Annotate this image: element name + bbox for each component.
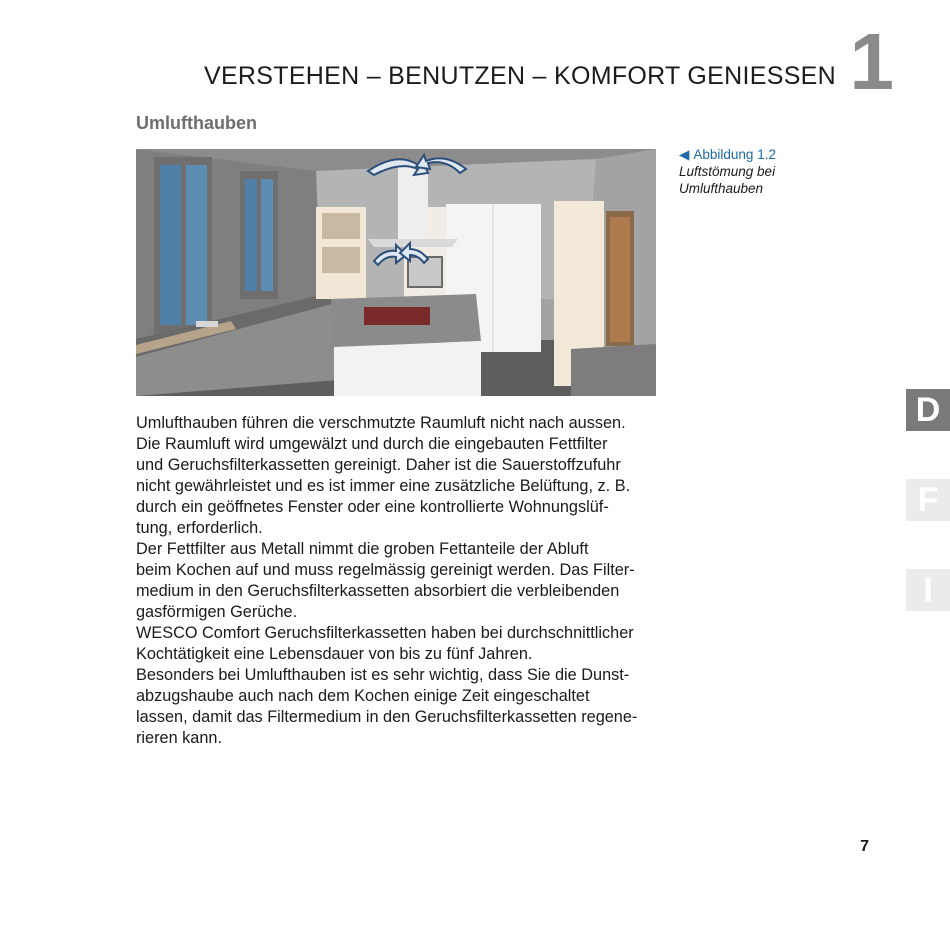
text-line: Kochtätigkeit eine Lebensdauer von bis zu fünf Jahren. [136, 645, 533, 663]
paragraph [136, 413, 656, 539]
text-line: lassen, damit das Filtermedium in den Geruchsfilterkassetten regene- [136, 708, 638, 726]
paragraph [136, 623, 656, 665]
text-line: und Geruchsfilterkassetten gereinigt. Daher ist die Sauerstoffzufuhr [136, 456, 621, 474]
figure-caption [679, 146, 879, 197]
text-line: Die Raumluft wird umgewälzt und durch die eingebauten Fettfilter [136, 435, 608, 453]
text-line: beim Kochen auf und muss regelmässig gereinigt werden. Das Filter- [136, 561, 635, 579]
language-tab-f[interactable]: F [906, 479, 950, 521]
caption-label-text: Abbildung 1.2 [693, 147, 776, 162]
caption-arrow-icon: ◀ [679, 147, 690, 162]
paragraph [136, 539, 656, 623]
page-number: 7 [860, 838, 869, 855]
text-line: rieren kann. [136, 729, 222, 747]
text-line: Der Fettfilter aus Metall nimmt die groben Fettanteile der Abluft [136, 540, 589, 558]
text-line: gasförmigen Gerüche. [136, 603, 298, 621]
text-line: Umlufthauben führen die verschmutzte Raumluft nicht nach aussen. [136, 414, 626, 432]
kitchen-illustration [136, 149, 656, 396]
text-line: tung, erforderlich. [136, 519, 263, 537]
text-line: WESCO Comfort Geruchsfilterkassetten haben bei durchschnittlicher [136, 624, 634, 642]
paragraph [136, 665, 656, 749]
chapter-number: 1 [849, 17, 894, 106]
body-text [136, 413, 656, 749]
section-heading: Umlufthauben [136, 113, 257, 133]
text-line: Besonders bei Umlufthauben ist es sehr wichtig, dass Sie die Dunst- [136, 666, 630, 684]
language-tab-i[interactable]: I [906, 569, 950, 611]
text-line: abzugshaube auch nach dem Kochen einige Zeit eingeschaltet [136, 687, 590, 705]
chapter-title: VERSTEHEN – BENUTZEN – KOMFORT GENIESSEN [203, 62, 836, 90]
caption-label [679, 146, 879, 163]
text-line: medium in den Geruchsfilterkassetten absorbiert die verbleibenden [136, 582, 620, 600]
text-line: durch ein geöffnetes Fenster oder eine kontrollierte Wohnungslüf- [136, 498, 609, 516]
language-tab-d[interactable]: D [906, 389, 950, 431]
caption-text-line2: Umlufthauben [679, 181, 764, 196]
caption-text-line1: Luftstömung bei [679, 164, 776, 179]
text-line: nicht gewährleistet und es ist immer eine zusätzliche Belüftung, z. B. [136, 477, 631, 495]
